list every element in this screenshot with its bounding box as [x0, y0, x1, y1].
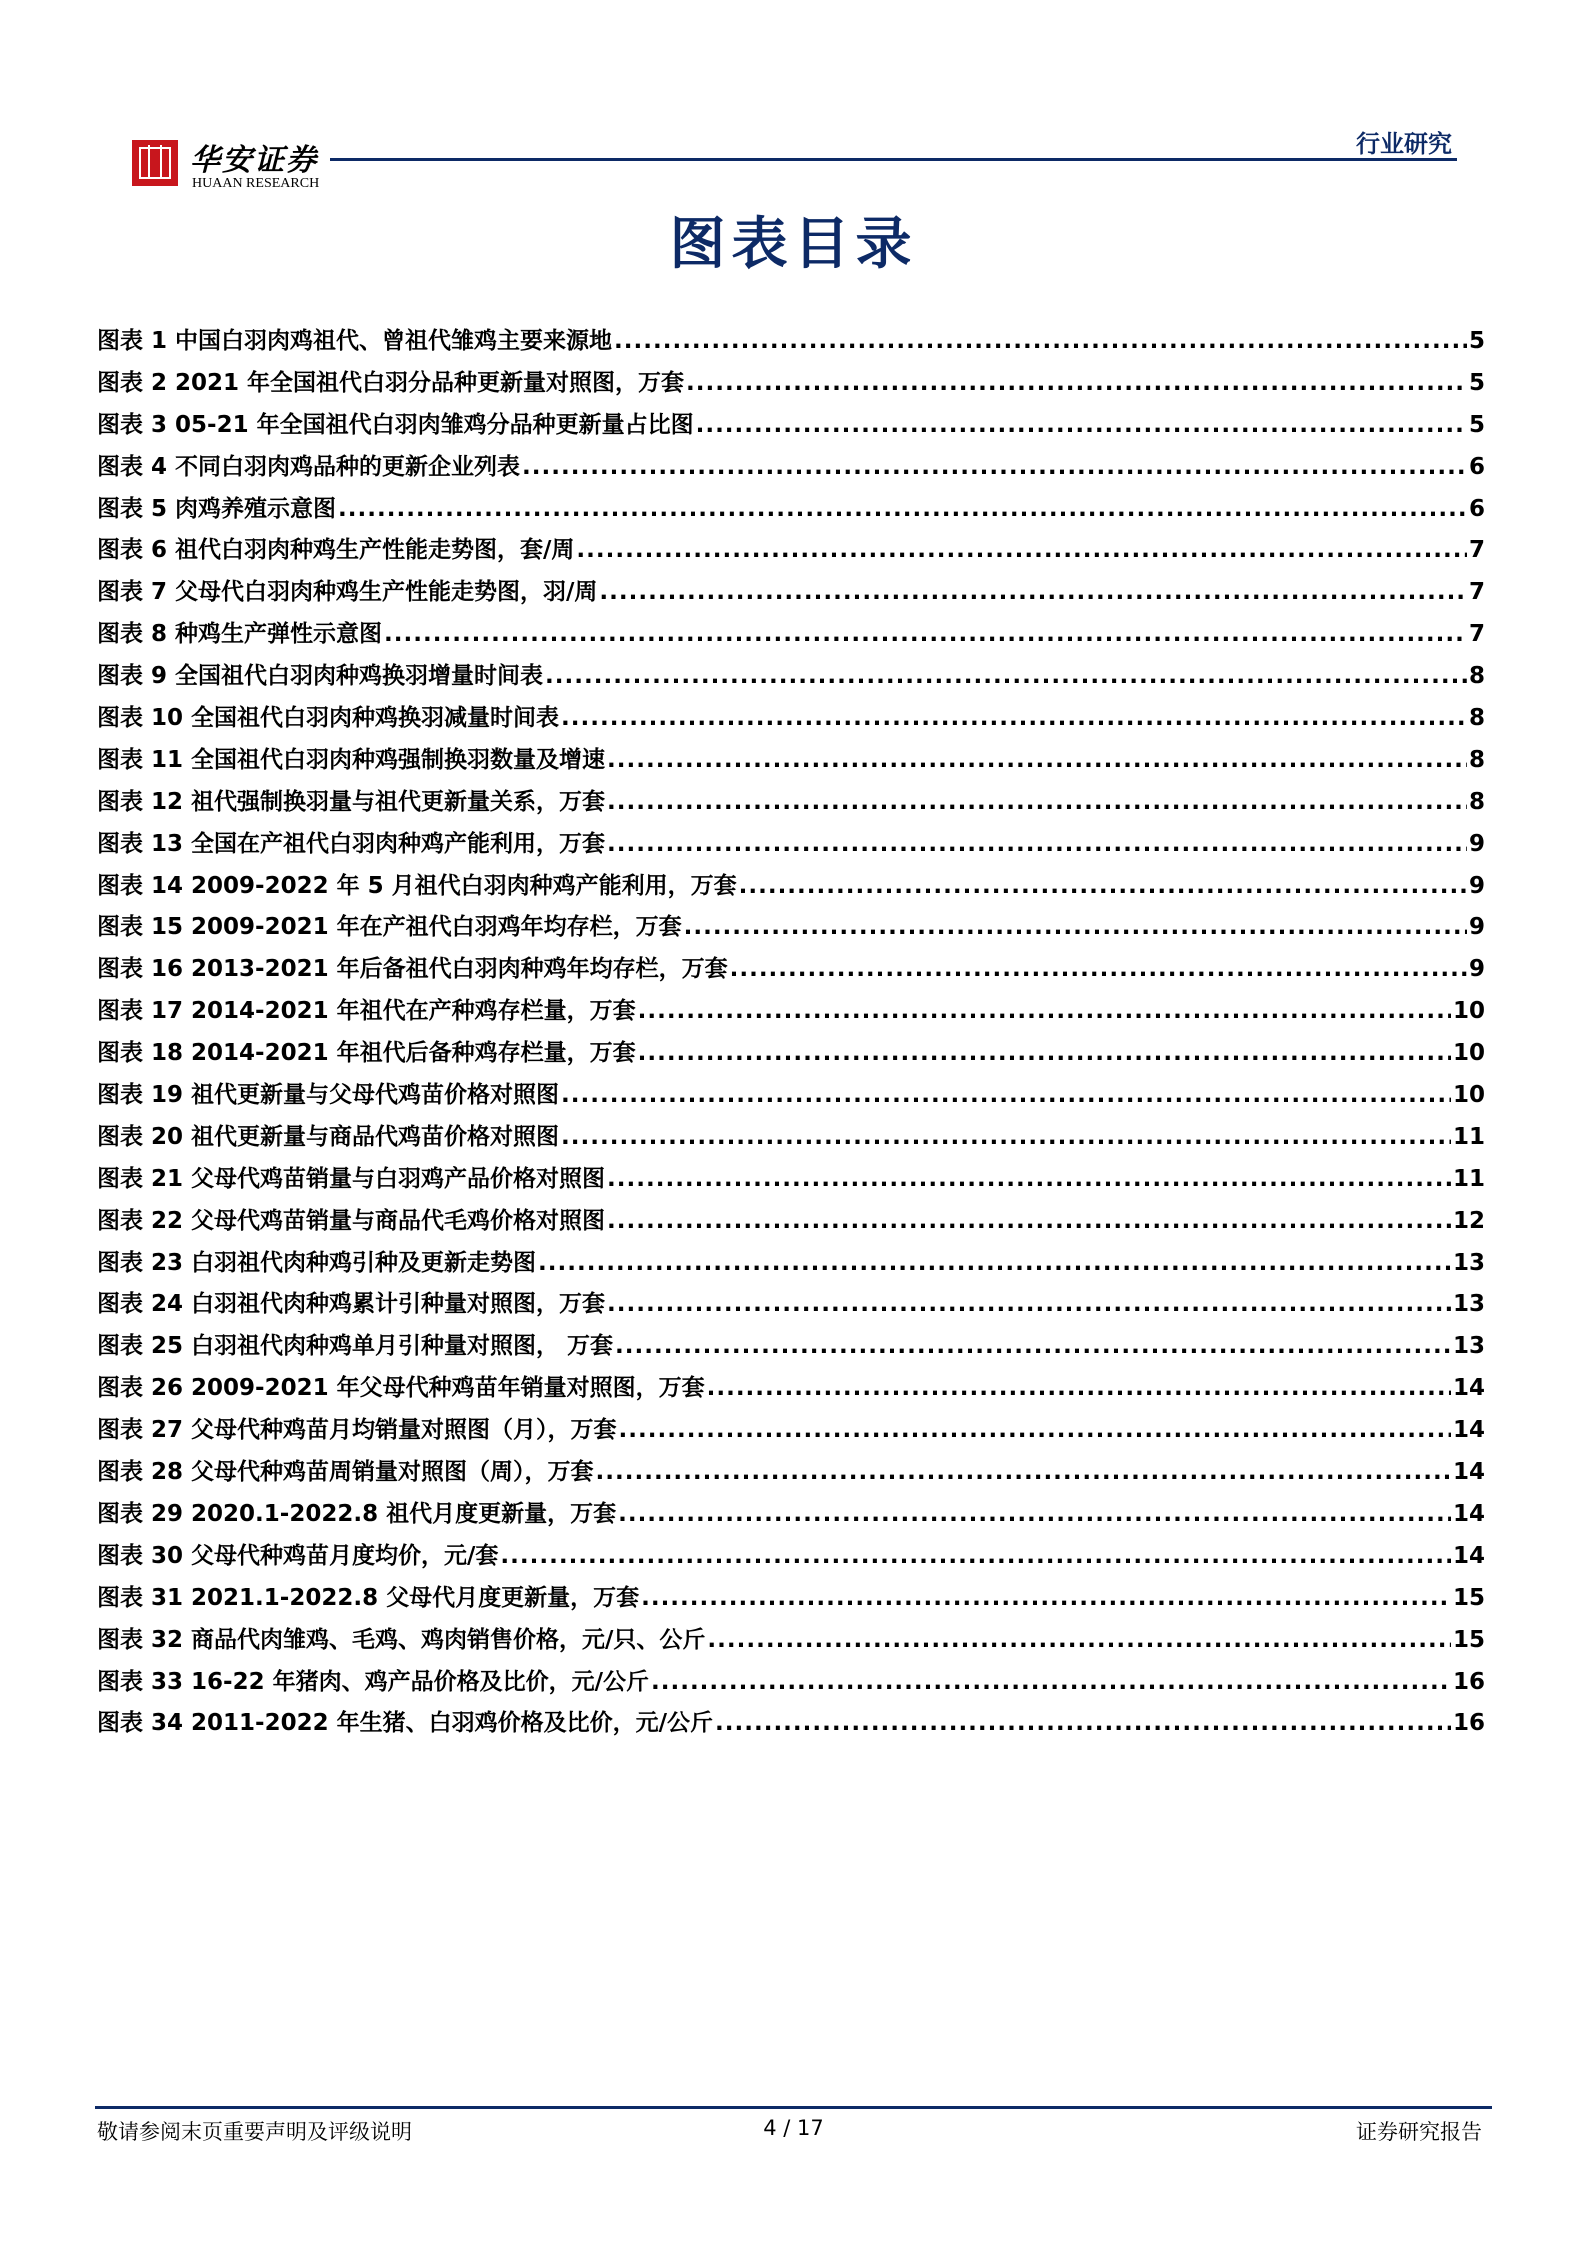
- toc-entry[interactable]: [97, 1244, 1485, 1286]
- dot-leader: [599, 579, 1467, 605]
- toc-entry[interactable]: [97, 1369, 1485, 1411]
- toc-entry-label: 图表 18 2014-2021 年祖代后备种鸡存栏量，万套: [97, 1040, 636, 1067]
- table-of-figures: [97, 322, 1485, 1746]
- toc-entry[interactable]: [97, 1704, 1485, 1746]
- toc-entry[interactable]: [97, 825, 1485, 867]
- dot-leader: [618, 1501, 1451, 1527]
- footer-disclaimer: 敬请参阅末页重要声明及评级说明: [97, 2120, 412, 2144]
- dot-leader: [615, 1333, 1451, 1359]
- toc-entry-page: 5: [1468, 328, 1485, 354]
- dot-leader: [686, 370, 1467, 396]
- dot-leader: [338, 496, 1467, 522]
- toc-entry-page: 10: [1452, 1040, 1485, 1067]
- toc-entry[interactable]: [97, 615, 1485, 657]
- toc-entry-label: 图表 9 全国祖代白羽肉种鸡换羽增量时间表: [97, 663, 544, 690]
- logo-chinese-name: 华安证券: [190, 143, 318, 178]
- toc-entry-page: 7: [1468, 621, 1485, 648]
- toc-entry-page: 11: [1452, 1123, 1485, 1150]
- footer-report-type: 证券研究报告: [1356, 2120, 1482, 2144]
- toc-entry[interactable]: [97, 531, 1485, 573]
- toc-entry-page: 14: [1452, 1459, 1485, 1486]
- company-logo: [132, 140, 178, 186]
- page-number: 4 / 17: [763, 2116, 824, 2140]
- toc-entry[interactable]: [97, 1453, 1485, 1495]
- dot-leader: [596, 1459, 1451, 1485]
- toc-entry-label: 图表 30 父母代种鸡苗月度均价，元/套: [97, 1542, 499, 1569]
- toc-entry[interactable]: [97, 950, 1485, 992]
- toc-entry-label: 图表 10 全国祖代白羽肉种鸡换羽减量时间表: [97, 705, 560, 732]
- dot-leader: [707, 1627, 1451, 1653]
- toc-entry-label: 图表 22 父母代鸡苗销量与商品代毛鸡价格对照图: [97, 1207, 606, 1234]
- dot-leader: [384, 621, 1467, 647]
- toc-entry-page: 14: [1452, 1542, 1485, 1569]
- toc-entry[interactable]: [97, 783, 1485, 825]
- dot-leader: [641, 1585, 1451, 1611]
- dot-leader: [684, 914, 1467, 940]
- toc-entry[interactable]: [97, 741, 1485, 783]
- toc-entry[interactable]: [97, 406, 1485, 448]
- toc-entry-page: 9: [1468, 914, 1485, 941]
- toc-entry[interactable]: [97, 1034, 1485, 1076]
- toc-entry-label: 图表 32 商品代肉雏鸡、毛鸡、鸡肉销售价格，元/只、公斤: [97, 1626, 706, 1653]
- toc-entry-page: 5: [1468, 411, 1485, 438]
- toc-entry[interactable]: [97, 1285, 1485, 1327]
- toc-entry-label: 图表 26 2009-2021 年父母代种鸡苗年销量对照图，万套: [97, 1375, 705, 1402]
- toc-entry[interactable]: [97, 573, 1485, 615]
- toc-entry-label: 图表 25 白羽祖代肉种鸡单月引种量对照图， 万套: [97, 1333, 614, 1360]
- toc-entry-page: 6: [1468, 453, 1485, 480]
- dot-leader: [561, 1082, 1451, 1108]
- toc-entry[interactable]: [97, 1327, 1485, 1369]
- toc-entry-label: 图表 20 祖代更新量与商品代鸡苗价格对照图: [97, 1123, 560, 1150]
- dot-leader: [607, 1208, 1451, 1234]
- toc-entry-page: 14: [1452, 1500, 1485, 1527]
- toc-entry-page: 8: [1468, 788, 1485, 815]
- toc-entry-label: 图表 31 2021.1-2022.8 父母代月度更新量，万套: [97, 1584, 640, 1611]
- toc-entry-label: 图表 17 2014-2021 年祖代在产种鸡存栏量，万套: [97, 998, 636, 1025]
- toc-entry-label: 图表 27 父母代种鸡苗月均销量对照图（月），万套: [97, 1417, 617, 1444]
- toc-entry-label: 图表 33 16-22 年猪肉、鸡产品价格及比价，元/公斤: [97, 1668, 649, 1695]
- dot-leader: [614, 328, 1467, 354]
- dot-leader: [739, 873, 1467, 899]
- toc-entry-page: 8: [1468, 663, 1485, 690]
- toc-entry-page: 5: [1468, 369, 1485, 396]
- dot-leader: [707, 1375, 1451, 1401]
- toc-entry[interactable]: [97, 1160, 1485, 1202]
- dot-leader: [715, 1710, 1451, 1736]
- page-title: 图表目录: [669, 211, 918, 277]
- toc-entry-page: 9: [1468, 872, 1485, 899]
- dot-leader: [607, 789, 1467, 815]
- dot-leader: [607, 747, 1467, 773]
- toc-entry-page: 6: [1468, 495, 1485, 522]
- dot-leader: [538, 1250, 1451, 1276]
- toc-entry-page: 10: [1452, 1082, 1485, 1109]
- dot-leader: [638, 998, 1451, 1024]
- toc-entry[interactable]: [97, 699, 1485, 741]
- toc-entry[interactable]: [97, 1579, 1485, 1621]
- toc-entry[interactable]: [97, 490, 1485, 532]
- dot-leader: [619, 1417, 1451, 1443]
- toc-entry-label: 图表 4 不同白羽肉鸡品种的更新企业列表: [97, 453, 521, 480]
- toc-entry[interactable]: [97, 657, 1485, 699]
- toc-entry-label: 图表 24 白羽祖代肉种鸡累计引种量对照图，万套: [97, 1291, 606, 1318]
- toc-entry-label: 图表 29 2020.1-2022.8 祖代月度更新量，万套: [97, 1500, 617, 1527]
- dot-leader: [561, 705, 1467, 731]
- toc-entry-page: 15: [1452, 1584, 1485, 1611]
- toc-entry-page: 13: [1452, 1291, 1485, 1318]
- toc-entry-page: 11: [1452, 1165, 1485, 1192]
- toc-entry-page: 14: [1452, 1417, 1485, 1444]
- toc-entry[interactable]: [97, 908, 1485, 950]
- toc-entry-label: 图表 8 种鸡生产弹性示意图: [97, 621, 383, 648]
- toc-entry-label: 图表 15 2009-2021 年在产祖代白羽鸡年均存栏，万套: [97, 914, 682, 941]
- toc-entry-page: 13: [1452, 1333, 1485, 1360]
- toc-entry-page: 9: [1468, 830, 1485, 857]
- logo-english-name: HUAAN RESEARCH: [192, 176, 320, 191]
- toc-entry-page: 10: [1452, 998, 1485, 1025]
- toc-entry-label: 图表 5 肉鸡养殖示意图: [97, 495, 337, 522]
- toc-entry[interactable]: [97, 1495, 1485, 1537]
- toc-entry[interactable]: [97, 1537, 1485, 1579]
- toc-entry-label: 图表 1 中国白羽肉鸡祖代、曾祖代雏鸡主要来源地: [97, 328, 613, 354]
- dot-leader: [730, 956, 1467, 982]
- toc-entry-label: 图表 13 全国在产祖代白羽肉种鸡产能利用，万套: [97, 830, 606, 857]
- toc-entry-label: 图表 7 父母代白羽肉种鸡生产性能走势图，羽/周: [97, 579, 598, 606]
- toc-entry[interactable]: [97, 448, 1485, 490]
- dot-leader: [522, 454, 1467, 480]
- toc-entry-label: 图表 16 2013-2021 年后备祖代白羽肉种鸡年均存栏，万套: [97, 956, 728, 983]
- dot-leader: [545, 663, 1467, 689]
- dot-leader: [607, 1166, 1451, 1192]
- toc-entry-label: 图表 21 父母代鸡苗销量与白羽鸡产品价格对照图: [97, 1165, 606, 1192]
- toc-entry[interactable]: [97, 1076, 1485, 1118]
- toc-entry-label: 图表 2 2021 年全国祖代白羽分品种更新量对照图，万套: [97, 369, 685, 396]
- toc-entry[interactable]: [97, 1663, 1485, 1705]
- toc-entry-page: 7: [1468, 537, 1485, 564]
- dot-leader: [651, 1669, 1451, 1695]
- toc-entry-page: 12: [1452, 1207, 1485, 1234]
- toc-entry-page: 7: [1468, 579, 1485, 606]
- toc-entry-label: 图表 3 05-21 年全国祖代白羽肉雏鸡分品种更新量占比图: [97, 411, 694, 438]
- toc-entry-page: 15: [1452, 1626, 1485, 1653]
- toc-entry[interactable]: [97, 364, 1485, 406]
- toc-entry-label: 图表 23 白羽祖代肉种鸡引种及更新走势图: [97, 1249, 537, 1276]
- dot-leader: [607, 1291, 1451, 1317]
- toc-entry-page: 13: [1452, 1249, 1485, 1276]
- toc-entry-label: 图表 11 全国祖代白羽肉种鸡强制换羽数量及增速: [97, 746, 606, 773]
- dot-leader: [576, 537, 1467, 563]
- footer-divider: [95, 2106, 1492, 2109]
- toc-entry[interactable]: [97, 1202, 1485, 1244]
- toc-entry-page: 8: [1468, 746, 1485, 773]
- dot-leader: [500, 1543, 1451, 1569]
- toc-entry-page: 14: [1452, 1375, 1485, 1402]
- toc-entry-label: 图表 14 2009-2022 年 5 月祖代白羽肉种鸡产能利用，万套: [97, 872, 737, 899]
- toc-entry-page: 16: [1452, 1668, 1485, 1695]
- toc-entry[interactable]: [97, 867, 1485, 909]
- toc-entry-page: 16: [1452, 1710, 1485, 1737]
- toc-entry[interactable]: [97, 1411, 1485, 1453]
- toc-entry[interactable]: [97, 322, 1485, 364]
- toc-entry-label: 图表 12 祖代强制换羽量与祖代更新量关系，万套: [97, 788, 606, 815]
- toc-entry-label: 图表 28 父母代种鸡苗周销量对照图（周），万套: [97, 1459, 594, 1486]
- toc-entry-label: 图表 6 祖代白羽肉种鸡生产性能走势图，套/周: [97, 537, 575, 564]
- toc-entry[interactable]: [97, 1621, 1485, 1663]
- toc-entry-page: 8: [1468, 705, 1485, 732]
- toc-entry-page: 9: [1468, 956, 1485, 983]
- dot-leader: [696, 412, 1467, 438]
- toc-entry[interactable]: [97, 1118, 1485, 1160]
- toc-entry-label: 图表 19 祖代更新量与父母代鸡苗价格对照图: [97, 1082, 560, 1109]
- header-divider: [330, 158, 1457, 161]
- toc-entry[interactable]: [97, 992, 1485, 1034]
- dot-leader: [607, 831, 1467, 857]
- dot-leader: [638, 1040, 1451, 1066]
- dot-leader: [561, 1124, 1451, 1150]
- section-label: 行业研究: [1356, 130, 1452, 158]
- toc-entry-label: 图表 34 2011-2022 年生猪、白羽鸡价格及比价，元/公斤: [97, 1710, 714, 1737]
